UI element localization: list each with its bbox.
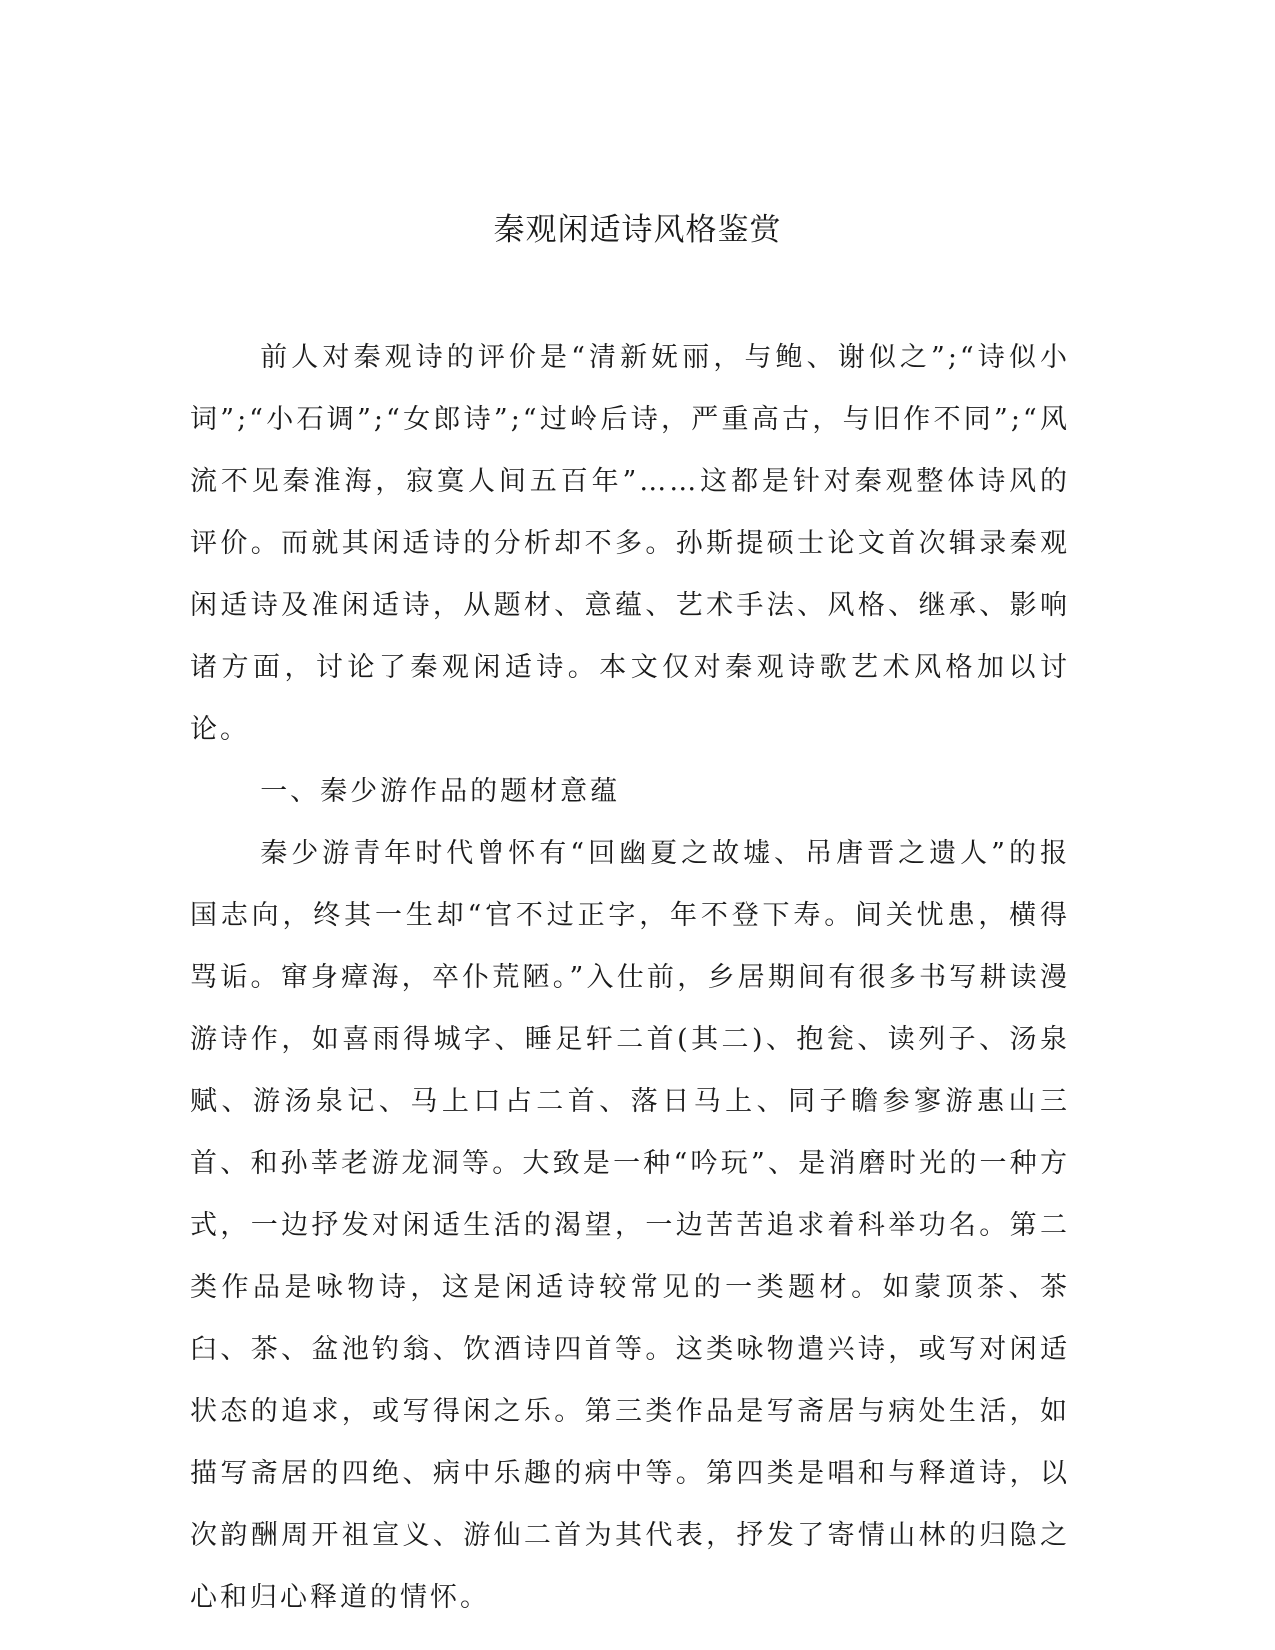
section-heading: 一、秦少游作品的题材意蕴 bbox=[260, 776, 621, 807]
intro-paragraph: 前人对秦观诗的评价是“清新妩丽，与鲍、谢似之”;“诗似小词”;“小石调”;“女郎诗”;“过岭后诗，严重高古，与旧作不同”;“风流不见秦淮海，寂寞人间五百年”……这都是针对秦观整体诗风的评价。而就其闲适诗的分析却不多。孙斯提硕士论文首次辑录秦观闲适诗及准闲适诗，从题材、意蕴、艺术手法、风格、继承、影响诸方面，讨论了秦观闲适诗。本文仅对秦观诗歌艺术风格加以讨论。 bbox=[190, 342, 1070, 745]
document-title: 秦观闲适诗风格鉴赏 bbox=[493, 212, 782, 248]
document-body bbox=[190, 327, 1070, 1629]
body-paragraph: 秦少游青年时代曾怀有“回幽夏之故墟、吊唐晋之遗人”的报国志向，终其一生却“官不过正字，年不登下寿。间关忧患，横得骂诟。窜身瘴海，卒仆荒陋。”入仕前，乡居期间有很多书写耕读漫游诗作，如喜雨得城字、睡足轩二首(其二)、抱瓮、读列子、汤泉赋、游汤泉记、马上口占二首、落日马上、同子瞻参寥游惠山三首、和孙莘老游龙洞等。大致是一种“吟玩”、是消磨时光的一种方式，一边抒发对闲适生活的渴望，一边苦苦追求着科举功名。第二类作品是咏物诗，这是闲适诗较常见的一类题材。如蒙顶茶、茶臼、茶、盆池钓翁、饮酒诗四首等。这类咏物遣兴诗，或写对闲适状态的追求，或写得闲之乐。第三类作品是写斋居与病处生活，如描写斋居的四绝、病中乐趣的病中等。第四类是唱和与释道诗，以次韵酬周开祖宣义、游仙二首为其代表，抒发了寄情山林的归隐之心和归心释道的情怀。 bbox=[190, 838, 1070, 1613]
